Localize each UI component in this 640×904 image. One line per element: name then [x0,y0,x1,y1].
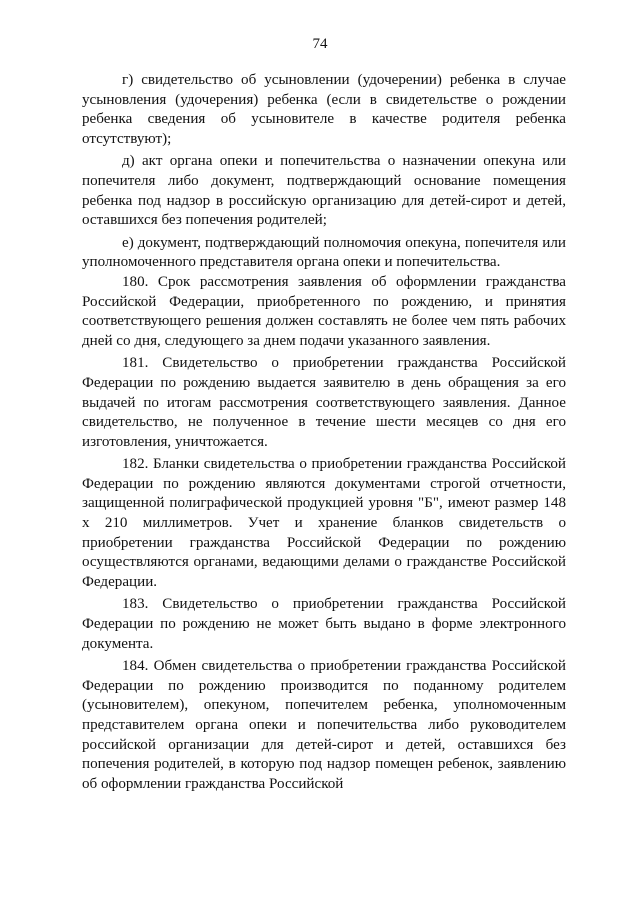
document-body [82,71,566,794]
page-number: 74 [312,36,328,52]
paragraph-183: 183. Свидетельство о приобретении гражданства Российской Федерации по рождению не может быть выдано в форме электронного документа. [82,596,566,652]
paragraph-184: 184. Обмен свидетельства о приобретении гражданства Российской Федерации по рождению производится по поданному родителем (усыновителем), опекуном, попечителем ребенка, уполномоченным представителем органа опеки и попечительства либо руководителем российской организации для детей-сирот и детей, оставшихся без попечения родителей, в которую под надзор помещен ребенок, заявлению об оформлении гражданства Российской [82,658,566,792]
paragraph-181: 181. Свидетельство о приобретении гражданства Российской Федерации по рождению выдается заявителю в день обращения за его выдачей по итогам рассмотрения соответствующего заявления. Данное свидетельство, не полученное в течение шести месяцев со дня его изготовления, уничтожается. [82,355,566,450]
paragraph-182: 182. Бланки свидетельства о приобретении гражданства Российской Федерации по рождению являются документами строгой отчетности, защищенной полиграфической продукцией уровня "Б", имеют размер 148 x 210 миллиметров. Учет и хранение бланков свидетельств о приобретении гражданства Российской Федерации по рождению осуществляются органами, ведающими делами о гражданстве Российской Федерации. [82,456,566,590]
paragraph-180: 180. Срок рассмотрения заявления об оформлении гражданства Российской Федерации, приобретенного по рождению, и принятия соответствующего решения должен составлять не более чем пять рабочих дней со дня, следующего за днем подачи указанного заявления. [82,273,566,349]
paragraph-e: е) документ, подтверждающий полномочия опекуна, попечителя или уполномоченного представителя органа опеки и попечительства. [82,234,566,271]
paragraph-d: д) акт органа опеки и попечительства о назначении опекуна или попечителя либо документ, подтверждающий основание помещения ребенка под надзор в российскую организацию для детей-сирот и детей, оставшихся без попечения родителей; [82,153,566,229]
paragraph-g: г) свидетельство об усыновлении (удочерении) ребенка в случае усыновления (удочерения) ребенка (если в свидетельстве о рождении ребенка сведения об усыновителе в качестве родителя ребенка отсутствуют); [82,72,566,147]
